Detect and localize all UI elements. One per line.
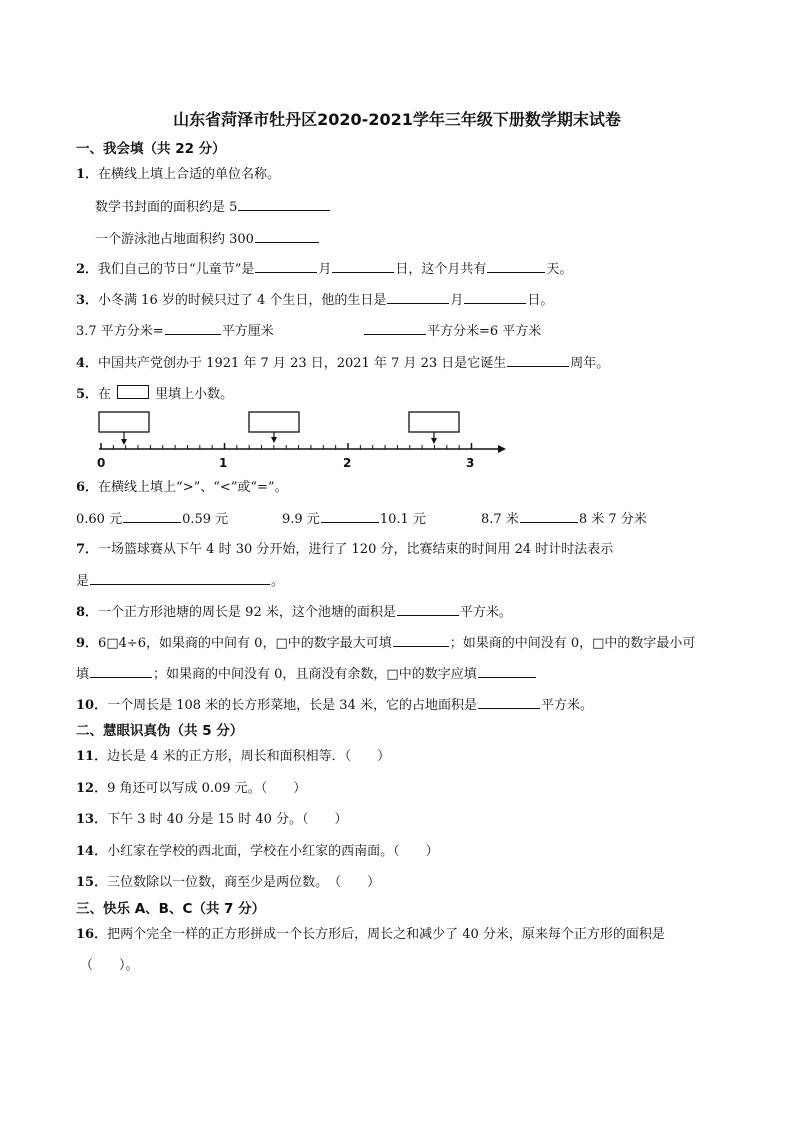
question-text: 月: [450, 293, 464, 308]
question-6-compare-1: [76, 510, 228, 529]
answer-blank[interactable]: [464, 291, 526, 304]
question-text: 8.7 米: [481, 512, 519, 527]
question-number: 8．: [76, 605, 99, 620]
section-heading-3: 三、快乐 A、B、C（共 7 分）: [76, 901, 266, 917]
question-text: 10.1 元: [379, 512, 426, 527]
question-text: 平方米。: [459, 605, 512, 620]
question-text: 在: [98, 387, 112, 402]
answer-blank[interactable]: [520, 510, 578, 523]
question-text: 把两个完全一样的正方形拼成一个长方形后，周长之和减少了 40 分米，原来每个正方形的面积是: [107, 927, 665, 942]
question-9: [76, 634, 695, 653]
question-text: 数学书封面的面积约是 5: [95, 200, 238, 215]
answer-blank[interactable]: [478, 696, 540, 709]
question-text: 一个正方形池塘的周长是 92 米，这个池塘的面积是: [98, 605, 396, 620]
question-text: ；如果商的中间没有 0，且商没有余数，□中的数字应填: [153, 667, 477, 682]
answer-blank[interactable]: [507, 354, 569, 367]
question-text: 6□4÷6，如果商的中间有 0，□中的数字最大可填: [98, 636, 392, 651]
question-text: 3.7 平方分米=: [76, 324, 164, 339]
answer-blank[interactable]: [255, 230, 319, 243]
question-14: [76, 843, 439, 861]
question-2: [76, 260, 572, 279]
section-heading-2: 二、慧眼识真伪（共 5 分）: [76, 723, 244, 739]
question-text: 在横线上填上合适的单位名称。: [98, 167, 281, 182]
question-text: 一个周长是 108 米的长方形菜地，长是 34 米，它的占地面积是: [107, 698, 477, 713]
question-text: 0.59 元: [182, 512, 229, 527]
question-15: [76, 874, 380, 892]
answer-box-1[interactable]: [99, 412, 149, 432]
question-9-continued: [76, 665, 537, 684]
pointer-arrow-1: [121, 439, 127, 445]
answer-blank[interactable]: [332, 260, 394, 273]
answer-blank[interactable]: [238, 198, 330, 211]
question-11: [76, 748, 390, 766]
question-3b-part1: [76, 322, 274, 341]
question-text: 平方厘米: [221, 324, 274, 339]
axis-arrow: [498, 445, 506, 453]
question-text: 日，这个月共有: [395, 262, 487, 277]
tick-label-1: 1: [219, 456, 228, 470]
question-text: 在横线上填上“>”、“<”或“=”。: [98, 480, 288, 495]
section-heading-1: 一、我会填（共 22 分）: [76, 141, 226, 157]
question-text: 三位数除以一位数，商至少是两位数。 （ ）: [107, 875, 381, 890]
question-1: [76, 166, 280, 184]
question-13: [76, 811, 348, 829]
question-12: [76, 780, 306, 798]
question-text: 我们自己的节日“儿童节”是: [98, 262, 255, 277]
question-text: 平方米。: [540, 698, 593, 713]
question-6-compare-2: [282, 510, 426, 529]
question-text: 天。: [546, 262, 573, 277]
question-6: [76, 479, 288, 497]
question-16: [76, 926, 665, 944]
question-3: [76, 291, 553, 310]
question-text: 边长是 4 米的正方形，周长和面积相等．（ ）: [107, 749, 391, 764]
tick-label-0: 0: [97, 456, 106, 470]
answer-blank[interactable]: [393, 634, 449, 647]
answer-blank[interactable]: [255, 260, 317, 273]
question-number: 11．: [76, 749, 108, 764]
question-6-compare-3: [481, 510, 647, 529]
answer-blank[interactable]: [165, 322, 221, 335]
question-number: 10．: [76, 698, 108, 713]
question-7-answer: [76, 572, 284, 591]
question-number: 5．: [76, 387, 99, 402]
question-number: 1．: [76, 167, 99, 182]
question-number: 12．: [76, 781, 108, 796]
question-text: 一个游泳池占地面积约 300: [95, 232, 254, 247]
question-1b: [95, 230, 320, 249]
answer-blank[interactable]: [123, 510, 181, 523]
answer-box-example: [117, 385, 149, 399]
answer-blank[interactable]: [90, 572, 270, 585]
question-number: 3．: [76, 293, 99, 308]
answer-blank[interactable]: [387, 291, 449, 304]
question-8: [76, 603, 512, 622]
question-text: 日。: [527, 293, 554, 308]
question-text: 是: [76, 574, 90, 589]
question-number: 16．: [76, 927, 108, 942]
answer-blank[interactable]: [90, 665, 152, 678]
question-text: 里填上小数。: [155, 387, 234, 402]
question-16-answer: （ ）。: [80, 958, 139, 973]
pointer-arrow-2: [271, 437, 277, 443]
question-number: 7．: [76, 542, 99, 557]
question-text: ；如果商的中间没有 0，□中的数字最小可: [449, 636, 696, 651]
question-number: 6．: [76, 480, 99, 495]
answer-blank[interactable]: [364, 322, 426, 335]
question-number: 9．: [76, 636, 99, 651]
answer-blank[interactable]: [397, 603, 459, 616]
question-5: [76, 385, 233, 404]
question-number: 4．: [76, 356, 99, 371]
page-title: 山东省菏泽市牡丹区2020-2021学年三年级下册数学期末试卷: [173, 110, 621, 129]
question-text: 平方分米=6 平方米: [427, 324, 542, 339]
question-text: 周年。: [570, 356, 610, 371]
answer-blank[interactable]: [321, 510, 379, 523]
question-text: 9 角还可以写成 0.09 元。（ ）: [107, 781, 307, 796]
question-number: 13．: [76, 812, 108, 827]
question-4: [76, 354, 609, 373]
question-text: 月: [318, 262, 332, 277]
question-text: 下午 3 时 40 分是 15 时 40 分。（ ）: [107, 812, 348, 827]
question-text: 。: [271, 574, 285, 589]
answer-box-2[interactable]: [249, 412, 299, 432]
tick-label-2: 2: [343, 456, 352, 470]
answer-blank[interactable]: [478, 665, 536, 678]
question-3b-part2: [363, 322, 541, 341]
answer-blank[interactable]: [487, 260, 545, 273]
question-1a: [95, 198, 331, 217]
question-7: [76, 541, 613, 559]
question-text: 8 米 7 分米: [578, 512, 647, 527]
question-number: 14．: [76, 844, 108, 859]
question-text: 0.60 元: [76, 512, 123, 527]
question-text: 9.9 元: [282, 512, 320, 527]
question-text: 填: [76, 667, 90, 682]
question-text: 中国共产党创办于 1921 年 7 月 23 日，2021 年 7 月 23 日是它诞生: [98, 356, 507, 371]
number-line: [90, 408, 510, 470]
answer-box-3[interactable]: [409, 412, 459, 432]
pointer-arrow-3: [431, 438, 437, 444]
question-text: 小冬满 16 岁的时候只过了 4 个生日，他的生日是: [98, 293, 387, 308]
tick-label-3: 3: [466, 456, 475, 470]
axis-ticks: [101, 443, 472, 449]
question-text: 一场篮球赛从下午 4 时 30 分开始，进行了 120 分，比赛结束的时间用 24 时计时法表示: [98, 542, 614, 557]
question-number: 15．: [76, 875, 108, 890]
question-text: 小红家在学校的西北面，学校在小红家的西南面。（ ）: [107, 844, 439, 859]
question-number: 2．: [76, 262, 99, 277]
question-10: [76, 696, 593, 715]
